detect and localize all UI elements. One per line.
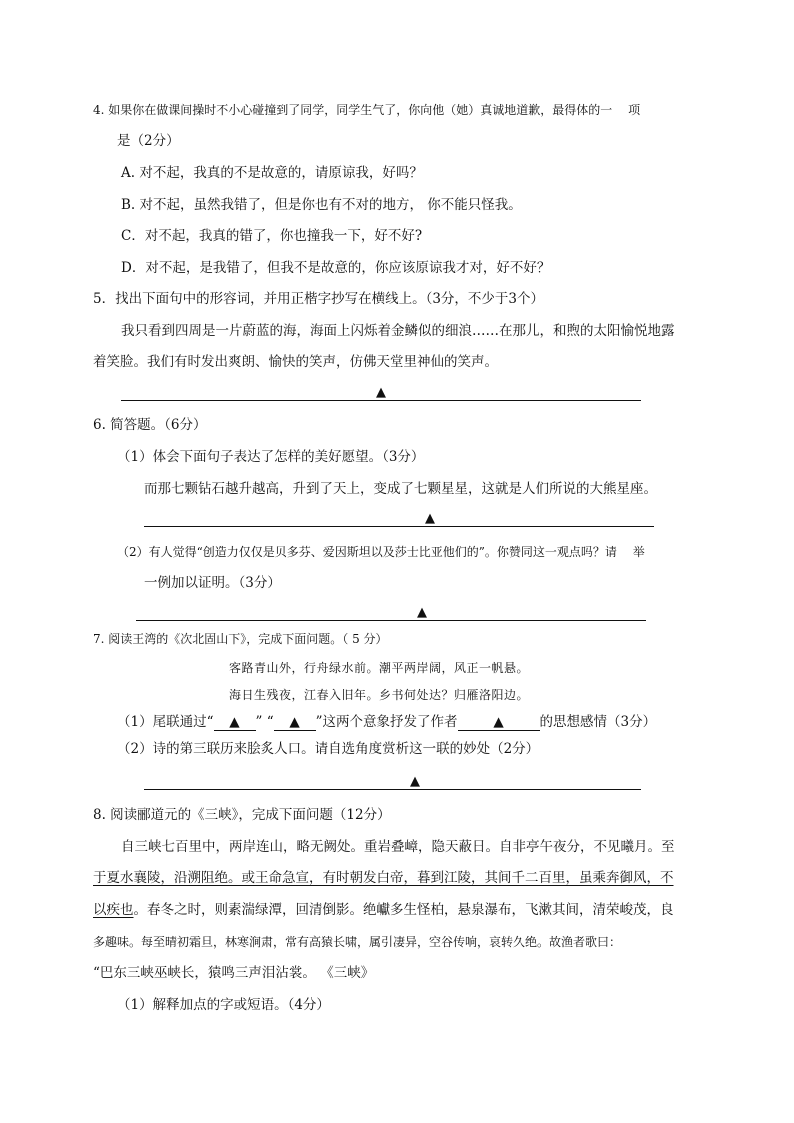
q4-option-c: C．对不起，我真的错了，你也撞我一下，好不好? bbox=[121, 228, 423, 244]
q7-poem-line2: 海日生残夜，江春入旧年。乡书何处达？归雁洛阳边。 bbox=[229, 688, 530, 702]
q8-stem: 8. 阅读郦道元的《三峡》，完成下面问题（12分） bbox=[93, 807, 391, 823]
q8-passage-line3 bbox=[93, 901, 674, 919]
q7-poem-line1: 客路青山外，行舟绿水前。潮平两岸阔，风正一帆悬。 bbox=[229, 661, 530, 675]
q8-passage-line1: 自三峡七百里中，两岸连山，略无阙处。重岩叠嶂，隐天蔽日。自非亭午夜分，不见曦月。至 bbox=[121, 839, 675, 855]
q4-stem-line1: 4. 如果你在做课间操时不小心碰撞到了同学，同学生气了，你向他（她）真诚地道歉，最得体的一 项 bbox=[93, 103, 641, 117]
q6-sub2-answer-line[interactable] bbox=[136, 620, 646, 621]
q7-blank-image1[interactable]: ▲ bbox=[214, 715, 256, 731]
q5-passage-line1: 我只看到四周是一片蔚蓝的海，海面上闪烁着金鳞似的细浪……在那儿，和煦的太阳愉悦地露 bbox=[121, 323, 675, 339]
q7-sub1-mid1: ” “ bbox=[255, 714, 274, 730]
q8-passage-underlined: 以疾也 bbox=[93, 902, 134, 918]
q7-sub1-prefix: （1）尾联通过“ bbox=[117, 714, 214, 730]
q8-sub1: （1）解释加点的字或短语。（4分） bbox=[117, 997, 330, 1013]
q6-stem: 6. 简答题。（6分） bbox=[93, 417, 207, 433]
q6-sub1-text: 而那七颗钻石越升越高，升到了天上，变成了七颗星星，这就是人们所说的大熊星座。 bbox=[144, 481, 657, 497]
q5-passage-line2: 着笑脸。我们有时发出爽朗、愉快的笑声，仿佛天堂里神仙的笑声。 bbox=[93, 354, 498, 370]
q7-sub1 bbox=[117, 713, 656, 731]
q5-stem: 5．找出下面句中的形容词，并用正楷字抄写在横线上。（3分，不少于3个） bbox=[93, 291, 545, 307]
q7-blank-emotion[interactable]: ▲ bbox=[458, 715, 540, 731]
q5-answer-line[interactable] bbox=[121, 400, 641, 401]
q6-sub2-line1: （2）有人觉得“创造力仅仅是贝多芬、爱因斯坦以及莎士比亚他们的”。你赞同这一观点吗？请 举 bbox=[117, 545, 645, 559]
q6-sub1-stem: （1）体会下面句子表达了怎样的美好愿望。（3分） bbox=[117, 449, 425, 465]
q4-option-d: D．对不起，是我错了，但我不是故意的，你应该原谅我才对，好不好？ bbox=[121, 260, 551, 276]
q7-sub2-mark: ▲ bbox=[410, 774, 420, 789]
q4-option-a: A. 对不起，我真的不是故意的，请原谅我，好吗？ bbox=[121, 165, 423, 181]
q7-sub2: （2）诗的第三联历来脍炙人口。请自选角度赏析这一联的妙处（2分） bbox=[117, 741, 540, 757]
q7-sub2-answer-line[interactable] bbox=[144, 789, 641, 790]
q7-sub1-mid2: ”这两个意象抒发了作者 bbox=[315, 714, 458, 730]
q4-option-b: B. 对不起，虽然我错了，但是你也有不对的地方， 你不能只怪我。 bbox=[121, 197, 522, 213]
q6-sub2-mark: ▲ bbox=[417, 605, 427, 620]
q8-passage-line5: “巴东三峡巫峡长，猿鸣三声泪沾裳。 《三峡》 bbox=[93, 965, 375, 981]
q8-passage-line3-rest: 。春冬之时，则素湍绿潭，回清倒影。绝巘多生怪柏，悬泉瀑布，飞漱其间，清荣峻茂，良 bbox=[133, 902, 674, 918]
q6-sub2-line2: 一例加以证明。（3分） bbox=[144, 575, 281, 591]
q8-passage-line4: 多趣味。每至晴初霜旦，林寒涧肃，常有高猿长啸，属引凄异，空谷传响，哀转久绝。故渔者歌曰： bbox=[93, 935, 622, 949]
q7-stem: 7. 阅读王湾的《次北固山下》，完成下面问题。（ 5 分） bbox=[93, 632, 388, 646]
q6-sub1-mark: ▲ bbox=[425, 511, 435, 526]
q7-blank-image2[interactable]: ▲ bbox=[274, 715, 316, 731]
q5-answer-mark: ▲ bbox=[376, 385, 386, 400]
q7-sub1-suffix: 的思想感情（3分） bbox=[539, 714, 657, 730]
q4-stem-line2: 是（2分） bbox=[117, 133, 180, 149]
q8-passage-line2: 于夏水襄陵，沿溯阻绝。或王命急宣，有时朝发白帝，暮到江陵，其间千二百里，虽乘奔御风，不 bbox=[93, 870, 674, 886]
q6-sub1-answer-line[interactable] bbox=[144, 526, 654, 527]
